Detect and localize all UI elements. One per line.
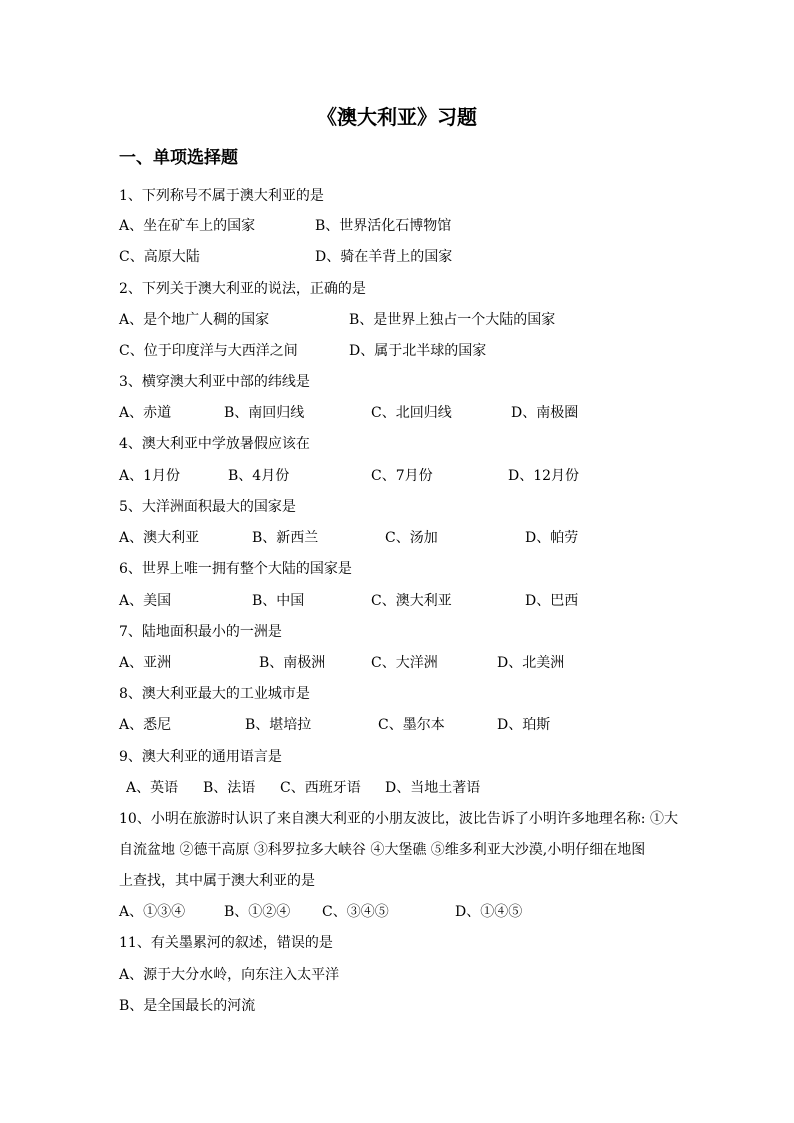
option-c: C、墨尔本 — [378, 717, 445, 733]
question-stem: 2、下列关于澳大利亚的说法，正确的是 — [119, 281, 366, 297]
question-stem: 7、陆地面积最小的一洲是 — [119, 624, 282, 640]
option-d: D、珀斯 — [497, 717, 551, 733]
option-c: C、大洋洲 — [371, 655, 438, 671]
option-b: B、新西兰 — [252, 530, 319, 546]
question-stem: 自流盆地 ②德干高原 ③科罗拉多大峡谷 ④大堡礁 ⑤维多利亚大沙漠,小明仔细在地图 — [119, 842, 646, 858]
option-a: A、坐在矿车上的国家 — [119, 218, 256, 234]
option-b: B、世界活化石博物馆 — [315, 218, 452, 234]
option-c: C、汤加 — [385, 530, 438, 546]
option-d: D、骑在羊背上的国家 — [315, 249, 453, 265]
option-d: D、巴西 — [525, 593, 579, 609]
option-d: D、属于北半球的国家 — [349, 343, 487, 359]
question-stem: 11、有关墨累河的叙述，错误的是 — [119, 935, 333, 951]
option-c: C、高原大陆 — [119, 249, 200, 265]
option-a: A、①③④ — [119, 904, 186, 920]
option-b: B、是全国最长的河流 — [119, 998, 256, 1014]
option-b: B、4月份 — [228, 468, 290, 484]
option-d: D、12月份 — [508, 468, 580, 484]
option-d: D、①④⑤ — [455, 904, 523, 920]
option-a: A、悉尼 — [119, 717, 172, 733]
document-title: 《澳大利亚》习题 — [317, 105, 477, 129]
option-b: B、堪培拉 — [245, 717, 312, 733]
option-b: B、①②④ — [224, 904, 291, 920]
option-c: C、7月份 — [371, 468, 433, 484]
option-b: B、南回归线 — [224, 405, 305, 421]
option-a: A、澳大利亚 — [119, 530, 200, 546]
option-c: C、西班牙语 — [280, 780, 361, 796]
option-a: A、美国 — [119, 593, 172, 609]
option-b: B、是世界上独占一个大陆的国家 — [349, 312, 556, 328]
option-a: A、赤道 — [119, 405, 172, 421]
question-stem: 4、澳大利亚中学放暑假应该在 — [119, 436, 310, 452]
option-b: B、南极洲 — [259, 655, 326, 671]
question-stem: 3、横穿澳大利亚中部的纬线是 — [119, 374, 310, 390]
option-a: A、是个地广人稠的国家 — [119, 312, 270, 328]
question-stem: 上查找，其中属于澳大利亚的是 — [119, 873, 315, 889]
option-b: B、中国 — [252, 593, 305, 609]
option-d: D、南极圈 — [511, 405, 579, 421]
option-a: A、英语 — [126, 780, 179, 796]
option-a: A、源于大分水岭，向东注入太平洋 — [119, 967, 340, 983]
option-c: C、位于印度洋与大西洋之间 — [119, 343, 298, 359]
option-a: A、1月份 — [119, 468, 181, 484]
section-heading: 一、单项选择题 — [119, 148, 238, 168]
option-c: C、澳大利亚 — [371, 593, 452, 609]
option-d: D、帕劳 — [525, 530, 579, 546]
question-stem: 1、下列称号不属于澳大利亚的是 — [119, 188, 324, 204]
option-a: A、亚洲 — [119, 655, 172, 671]
option-d: D、北美洲 — [497, 655, 565, 671]
question-stem: 5、大洋洲面积最大的国家是 — [119, 499, 296, 515]
question-stem: 9、澳大利亚的通用语言是 — [119, 749, 282, 765]
question-stem: 8、澳大利亚最大的工业城市是 — [119, 686, 310, 702]
option-b: B、法语 — [203, 780, 256, 796]
question-stem: 10、小明在旅游时认识了来自澳大利亚的小朋友波比，波比告诉了小明许多地理名称: ①大 — [119, 811, 678, 827]
question-stem: 6、世界上唯一拥有整个大陆的国家是 — [119, 561, 352, 577]
option-d: D、当地土著语 — [385, 780, 481, 796]
option-c: C、北回归线 — [371, 405, 452, 421]
option-c: C、③④⑤ — [322, 904, 389, 920]
